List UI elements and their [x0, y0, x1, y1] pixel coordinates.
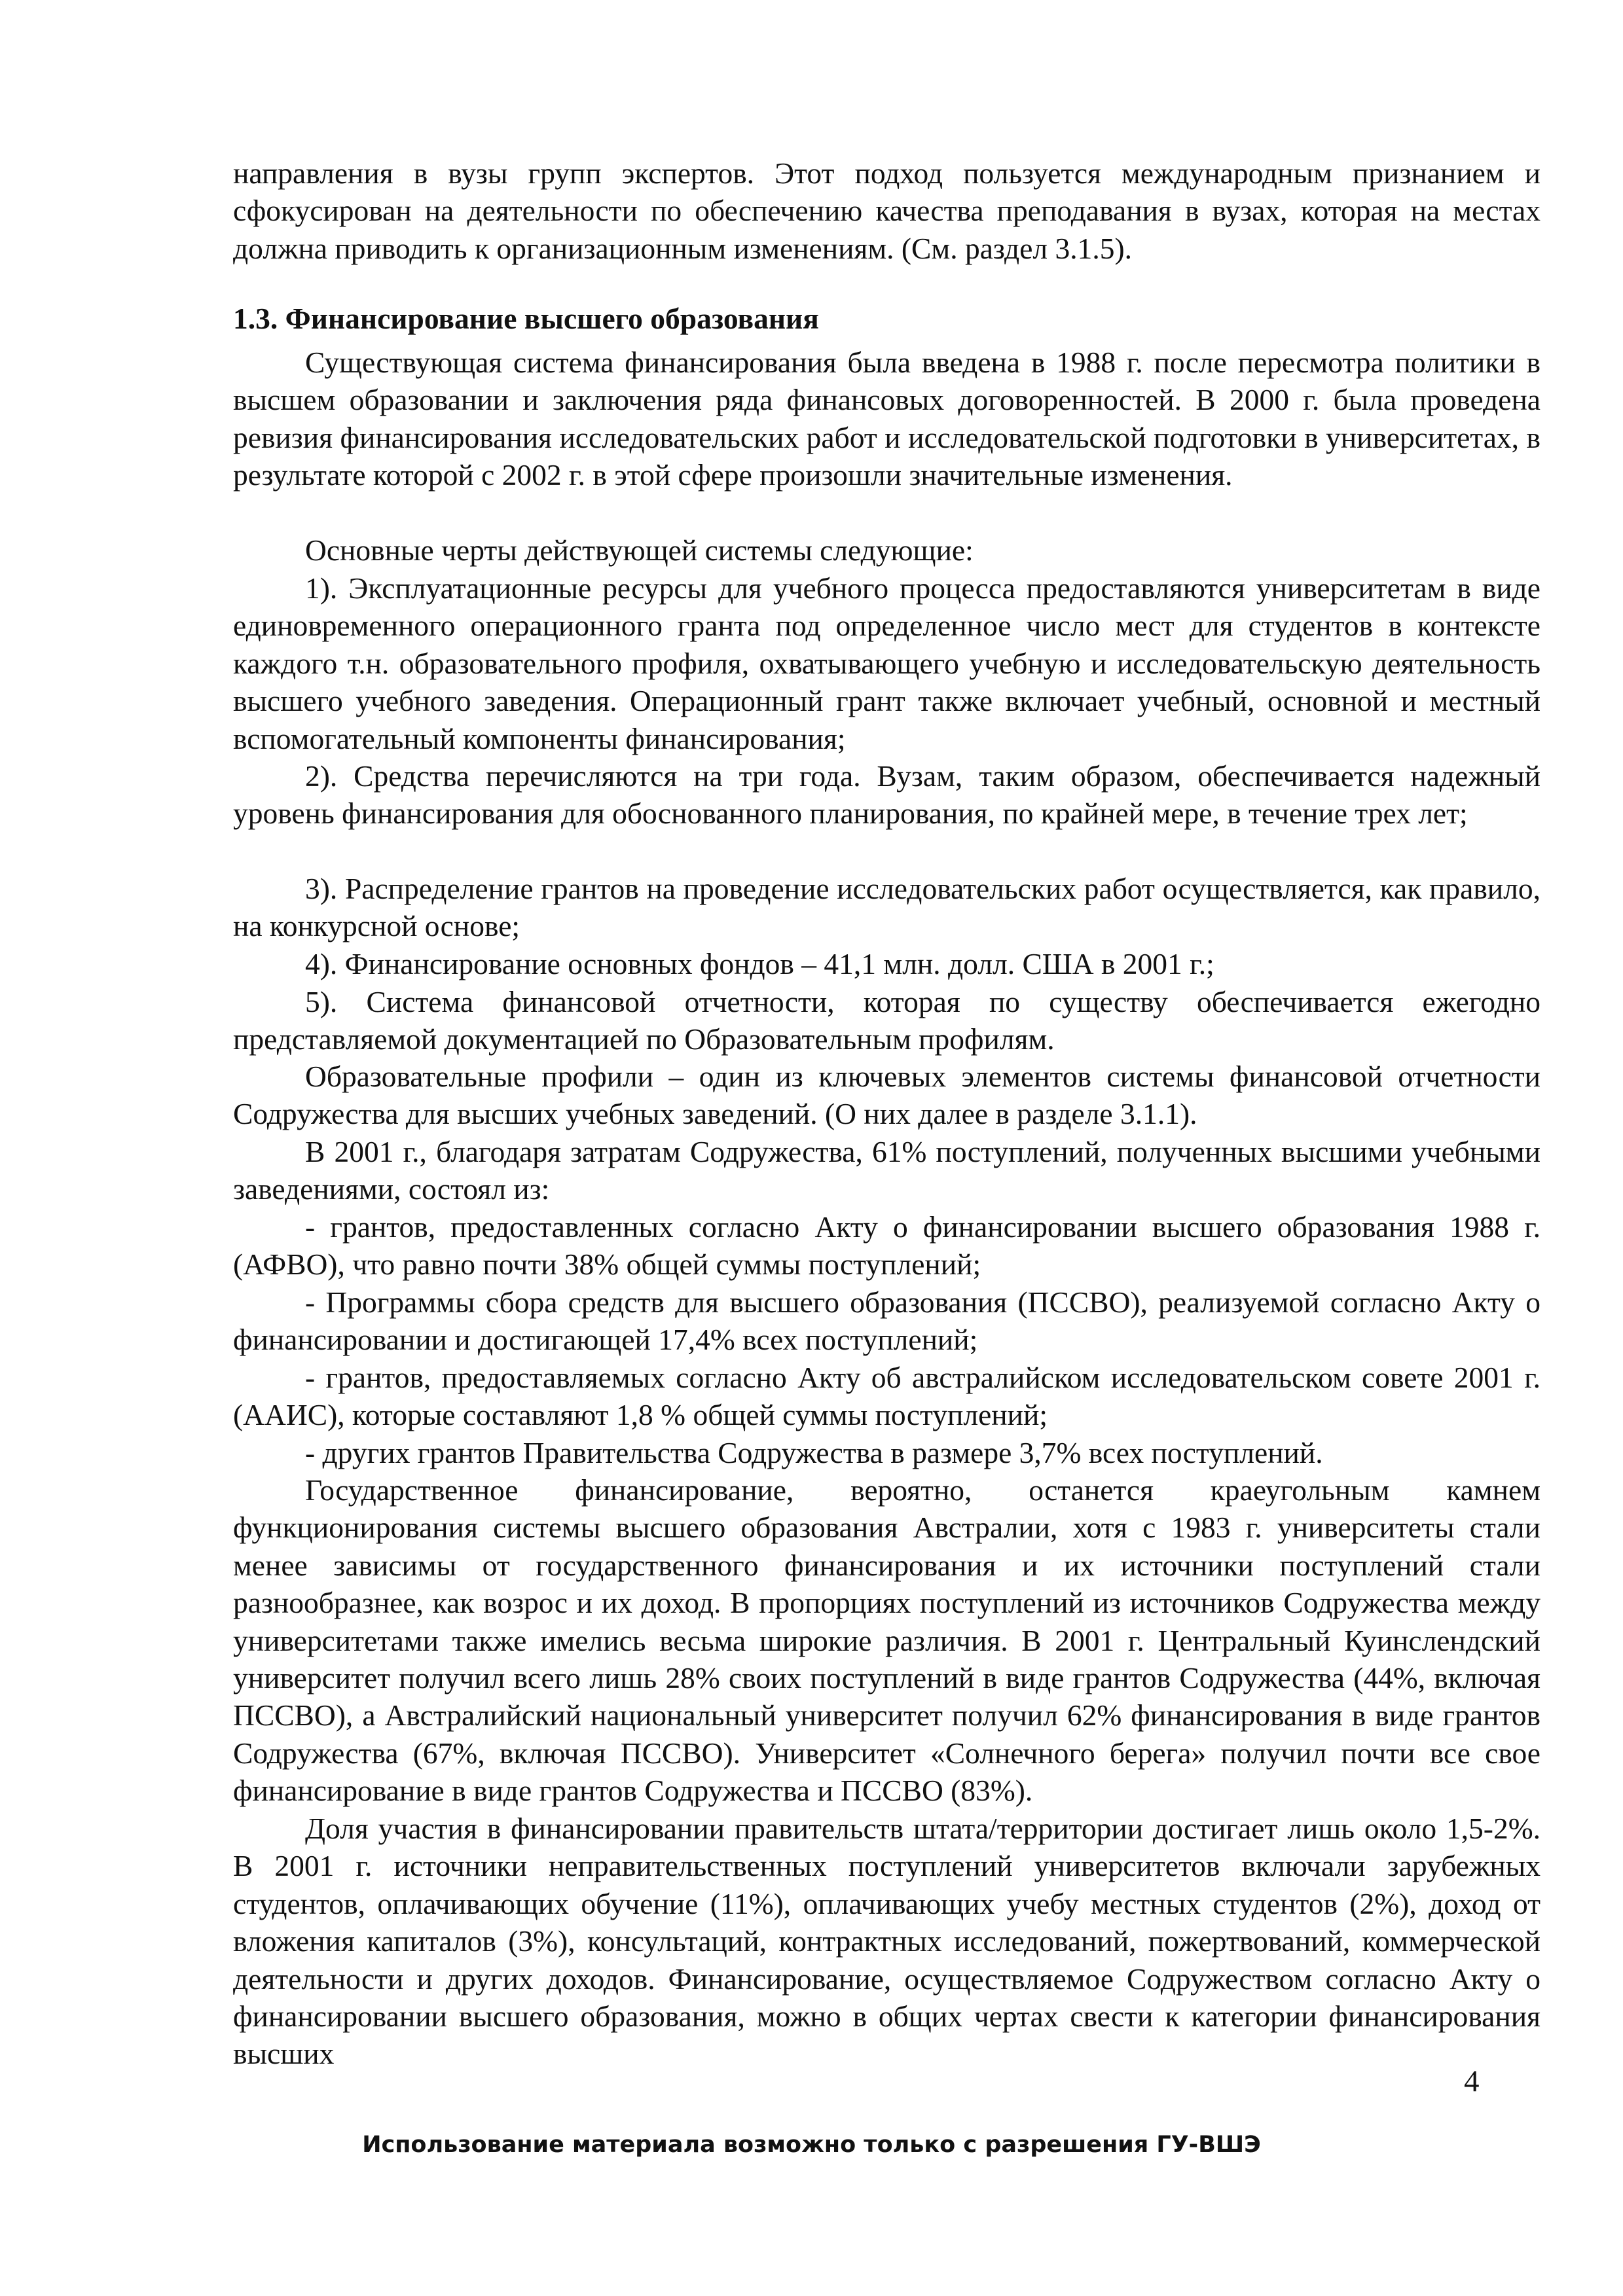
list-item-5: 5). Система финансовой отчетности, которая по существу обеспечивается ежегодно представляемой документацией по Образовательным профилям.	[233, 985, 1541, 1056]
footer-notice: Использование материала возможно только с разрешения ГУ-ВШЭ	[362, 2132, 1261, 2158]
section-heading: 1.3. Финансирование высшего образования	[233, 302, 819, 335]
paragraph-territory-share: Доля участия в финансировании правительств штата/территории достигает лишь около 1,5-2%. В 2001 г. источники неправительственных поступлений университетов включали зарубежных студентов, оплачивающих обучение (11%), оплачивающих учебу местных студентов (2%), доход от вложения капиталов (3%), консультаций, контрактных исследований, пожертвований, коммерческой деятельности и других доходов. Финансирование, осуществляемое Содружеством согласно Акту о финансировании высшего образования, можно в общих чертах свести к категории финансирования высших	[233, 1812, 1541, 2071]
dash-item-afvo: - грантов, предоставленных согласно Акту о финансировании высшего образования 1988 г. (АФВО), что равно почти 38% общей суммы поступлений;	[233, 1210, 1541, 1282]
list-item-4: 4). Финансирование основных фондов – 41,1 млн. долл. США в 2001 г.;	[305, 947, 1214, 980]
paragraph-state-funding: Государственное финансирование, вероятно, останется краеугольным камнем функционирования системы высшего образования Австралии, хотя с 1983 г. университеты стали менее зависимы от государственного финансирования и их источники поступлений стали разнообразнее, как возрос и их доход. В пропорциях поступлений из источников Содружества между университетами также имелись весьма широкие различия. В 2001 г. Центральный Куинслендский университет получил всего лишь 28% своих поступлений в виде грантов Содружества (44%, включая ПССВО), а Австралийский национальный университет получил 62% финансирования в виде грантов Содружества (67%, включая ПССВО). Университет «Солнечного берега» получил почти все свое финансирование в виде грантов Содружества и ПССВО (83%).	[233, 1473, 1541, 1808]
list-item-2: 2). Средства перечисляются на три года. Вузам, таким образом, обеспечивается надежный уровень финансирования для обоснованного планирования, по крайней мере, в течение трех лет;	[233, 759, 1541, 831]
page-number: 4	[1464, 2064, 1480, 2098]
dash-item-other-grants: - других грантов Правительства Содружества в размере 3,7% всех поступлений.	[305, 1436, 1323, 1469]
list-item-3: 3). Распределение грантов на проведение исследовательских работ осуществляется, как правило, на конкурсной основе;	[233, 872, 1541, 943]
paragraph-2001-revenue: В 2001 г., благодаря затратам Содружества, 61% поступлений, полученных высшими учебными заведениями, состоял из:	[233, 1135, 1541, 1206]
paragraph-funding-system: Существующая система финансирования была введена в 1988 г. после пересмотра политики в высшем образовании и заключения ряда финансовых договоренностей. В 2000 г. была проведена ревизия финансирования исследовательских работ и исследовательской подготовки в университетах, в результате которой с 2002 г. в этой сфере произошли значительные изменения.	[233, 346, 1541, 492]
paragraph-intro-continuation: направления в вузы групп экспертов. Этот подход пользуется международным признанием и сфокусирован на деятельности по обеспечению качества преподавания в вузах, которая на местах должна приводить к организационным изменениям. (См. раздел 3.1.5).	[233, 156, 1541, 265]
dash-item-aais: - грантов, предоставляемых согласно Акту об австралийском исследовательском совете 2001 г. (ААИС), которые составляют 1,8 % общей суммы поступлений;	[233, 1361, 1541, 1432]
paragraph-main-features: Основные черты действующей системы следующие:	[305, 533, 974, 567]
list-item-1: 1). Эксплуатационные ресурсы для учебного процесса предоставляются университетам в виде единовременного операционного гранта под определенное число мест для студентов в контексте каждого т.н. образовательного профиля, охватывающего учебную и исследовательскую деятельность высшего учебного заведения. Операционный грант также включает учебный, основной и местный вспомогательный компоненты финансирования;	[233, 571, 1541, 755]
paragraph-profiles: Образовательные профили – один из ключевых элементов системы финансовой отчетности Содружества для высших учебных заведений. (О них далее в разделе 3.1.1).	[233, 1060, 1541, 1131]
dash-item-pssvo: - Программы сбора средств для высшего образования (ПССВО), реализуемой согласно Акту о финансировании и достигающей 17,4% всех поступлений;	[233, 1285, 1541, 1357]
